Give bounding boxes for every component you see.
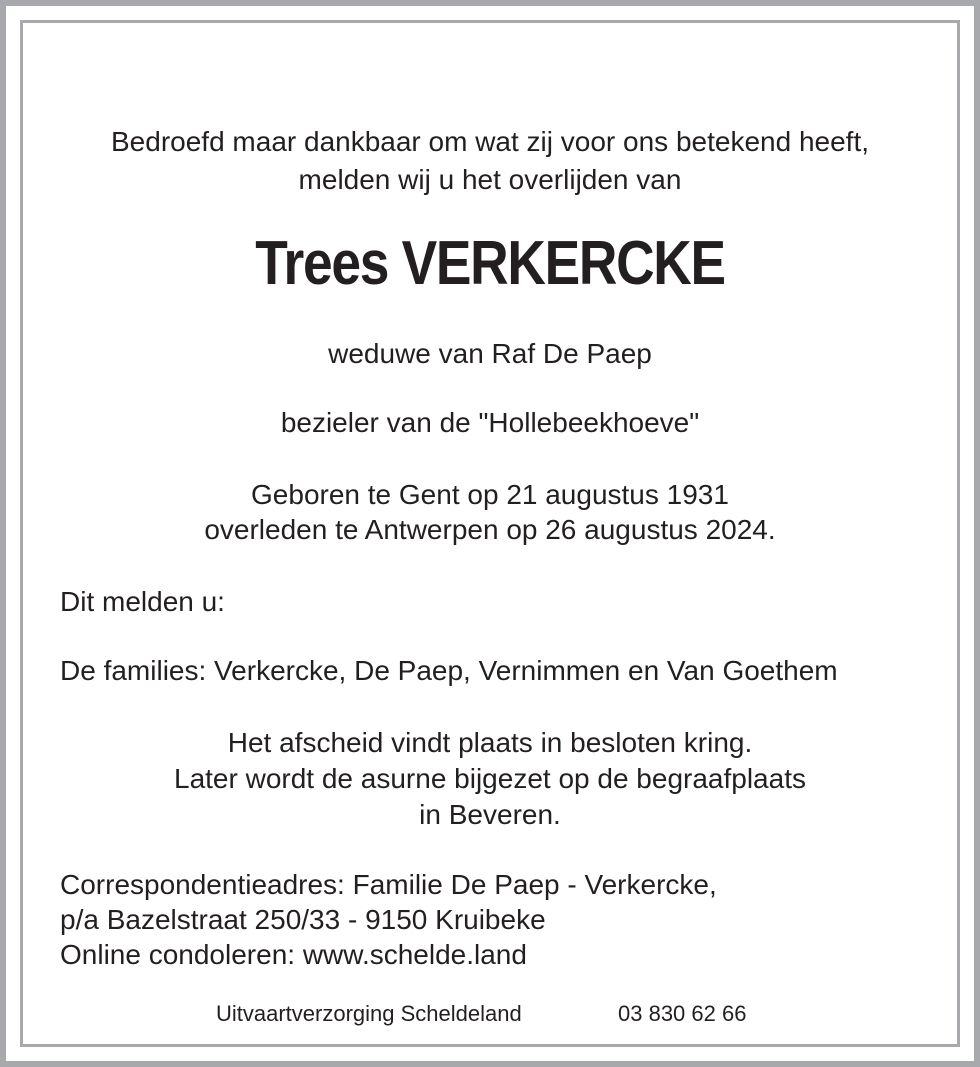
farewell-line-3: in Beveren.: [419, 799, 561, 830]
contact-address-line: Correspondentieadres: Familie De Paep - Verkercke,: [60, 869, 717, 900]
intro-line-1: Bedroefd maar dankbaar om wat zij voor ons betekend heeft,: [111, 126, 869, 157]
online-condolences-line: Online condoleren: www.schelde.land: [60, 939, 527, 970]
contact-street-line: p/a Bazelstraat 250/33 - 9150 Kruibeke: [60, 904, 546, 935]
farewell-line-1: Het afscheid vindt plaats in besloten kring.: [227, 727, 753, 758]
announcers-intro: Dit melden u:: [60, 586, 225, 617]
families-line: De families: Verkercke, De Paep, Vernimmen en Van Goethem: [60, 655, 838, 686]
widow-of-line: weduwe van Raf De Paep: [328, 338, 652, 369]
intro-line-2: melden wij u het overlijden van: [298, 164, 682, 195]
died-line: overleden te Antwerpen op 26 augustus 2024.: [204, 514, 776, 545]
deceased-name: Trees VERKERCKE: [255, 229, 725, 298]
farewell-line-2: Later wordt de asurne bijgezet op de begraafplaats: [174, 763, 806, 794]
funeral-home-name: Uitvaartverzorging Scheldeland: [216, 1001, 522, 1026]
role-line: bezieler van de "Hollebeekhoeve": [280, 407, 700, 438]
born-line: Geboren te Gent op 21 augustus 1931: [251, 479, 729, 510]
funeral-home-phone: 03 830 62 66: [618, 1001, 747, 1026]
